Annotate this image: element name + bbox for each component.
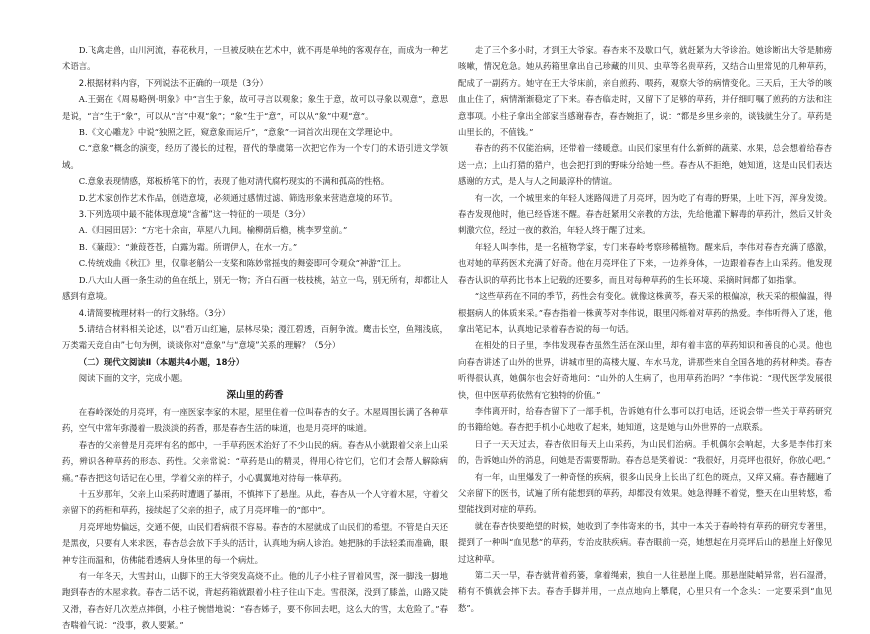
story-paragraph: 有一次，一个城里来的年轻人迷路闯进了月亮坪，因为吃了有毒的野果，上吐下泻，浑身发烫。春杏发现他时，他已经昏迷不醒。春杏赶紧用父亲教的方法，先给他灌下解毒的草药汁，然后又针灸刺激穴位，经过一夜的救治，年轻人终于醒了过来。 (458, 192, 832, 236)
story-paragraph: 日子一天天过去，春杏依旧每天上山采药，为山民们治病。手机偶尔会响起，大多是李伟打来的，告诉她山外的消息，问她是否需要帮助。春杏总是笑着说：“我很好，月亮坪也很好，你放心吧。” (458, 438, 832, 466)
story-paragraph: 李伟离开时，给春杏留下了一部手机，告诉她有什么事可以打电话，还说会带一些关于草药研究的书籍给她。春杏把手机小心地收了起来，她知道，这是她与山外世界的一点联系。 (458, 405, 832, 433)
section-heading: （二）现代文阅读Ⅱ（本题共4小题，18分） (78, 356, 245, 367)
story-paragraph: 春杏的药不仅能治病，还带着一缕暖意。山民们家里有什么新鲜的蔬菜、水果，总会想着给春杏送一点；上山打猎的猎户，也会把打到的野味分给她一些。春杏从不拒绝，她知道，这是山民们表达感谢的方式，是人与人之间最淳朴的情谊。 (458, 143, 832, 187)
question-2: 2.根据材料内容，下列说法不正确的一项是（3分） (78, 77, 268, 88)
q3-option-a: A.《归园田居》：“方宅十余亩，草屋八九间。榆柳荫后檐，桃李罗堂前。” (78, 225, 348, 236)
q3-option-c: C.传统戏曲《秋江》里，仅靠老艄公一支桨和陈妙常摇曳的舞姿即可令观众“神游”江上。 (78, 258, 407, 269)
question-5: 5.请结合材料相关论述，以“看万山红遍，层林尽染；漫江碧透，百舸争流。鹰击长空，鱼翔浅底，万类霜天竞自由”七句为例，谈谈你对“意象”与“意境”关系的理解？（5分） (62, 323, 448, 351)
story-paragraph: 十五岁那年，父亲上山采药时遭遇了暴雨，不慎摔下了悬崖。从此，春杏从一个人守着木屋，守着父亲留下的药柜和草药，接续起了父亲的担子，成了月亮坪唯一的“郎中”。 (62, 488, 448, 516)
left-column (62, 42, 448, 634)
right-column (458, 42, 832, 616)
story-paragraph: 有一年，山里爆发了一种奇怪的疾病，很多山民身上长出了红色的斑点，又痒又痛。春杏翻遍了父亲留下的医书，试遍了所有能想到的草药，却都没有效果。她急得睡不着觉，整天在山里转悠，希望能找到对症的草药。 (458, 471, 832, 515)
story-paragraph: 就在春杏快要绝望的时候，她收到了李伟寄来的书，其中一本关于春岭特有草药的研究专著里，提到了一种叫“血见愁”的草药，专治皮肤疾病。春杏眼前一亮，她想起在月亮坪后山的悬崖上好像见过这种草。 (458, 520, 832, 564)
option-d-line: D.飞禽走兽，山川河流，春花秋月，一旦被反映在艺术中，就不再是单纯的客观存在，而成为一种艺术语言。 (62, 45, 448, 72)
story-paragraph: 第二天一早，春杏就背着药篓，拿着绳索，独自一人往悬崖上爬。那悬崖陡峭异常，岩石湿滑，稍有不慎就会摔下去。春杏手脚并用，一点点地向上攀爬，心里只有一个念头：一定要采到“血见愁”。 (458, 570, 832, 613)
q2-option-c: C.“意象”概念的演变，经历了漫长的过程，晋代的挚虞第一次把它作为一个专门的术语引进文学领域。 (62, 143, 448, 170)
question-4: 4.请简要梳理材料一的行文脉络。（3分） (78, 307, 231, 318)
q2-option-a: A.王弼在《周易略例·明象》中“言生于象，故可寻言以观象；象生于意，故可以寻象以观意”，意思是说，“言”生于“象”，可以从“言”中观“象”；“象”生于“意”，可以从“象”中观“意”。 (62, 94, 448, 121)
story-paragraph: 春杏的父亲曾是月亮坪有名的郎中，一手草药医术治好了不少山民的病。春杏从小就跟着父亲上山采药，辨识各种草药的形态、药性。父亲常说：“草药是山的精灵，得用心待它们，它们才会帮人解除病痛。”春杏把这句话记在心里，学着父亲的样子，小心翼翼地对待每一株草药。 (62, 439, 448, 483)
q2-option-c2: C.意象表现情感，郑板桥笔下的竹，表现了他对清代腐朽现实的不满和孤高的性格。 (78, 176, 390, 187)
story-title: 深山里的药香 (226, 389, 284, 401)
story-paragraph: 年轻人叫李伟，是一名植物学家，专门来春岭考察珍稀植物。醒来后，李伟对春杏充满了感激，也对她的草药医术充满了好奇。他在月亮坪住了下来，一边养身体，一边跟着春杏上山采药。他发现春杏认识的草药比书本上记载的还要多，而且对每种草药的生长环境、采摘时间都了如指掌。 (458, 241, 832, 285)
story-paragraph: 在相处的日子里，李伟发现春杏虽然生活在深山里，却有着丰富的草药知识和善良的心灵。他也向春杏讲述了山外的世界，讲城市里的高楼大厦、车水马龙，讲那些来自全国各地的药材种类。春杏听得很认真，她偶尔也会好奇地问：“山外的人生病了，也用草药治吗？”李伟说：“现代医学发展很快，但中医草药依然有它独特的价值。” (458, 340, 832, 400)
q2-option-b: B.《文心雕龙》中说“独照之匠，窥意象而运斤”，“意象”一词首次出现在文学理论中。 (78, 127, 398, 138)
story-paragraph: 月亮坪地势偏远，交通不便，山民们看病很不容易。春杏的木屋就成了山民们的希望。不管是白天还是黑夜，只要有人来求医，春杏总会放下手头的活计，认真地为病人诊治。她把脉的手法轻柔而准确，眼神专注而温和，仿佛能看透病人身体里的每一个病灶。 (62, 521, 448, 565)
story-paragraph: 在春岭深处的月亮坪，有一座医家李家的木屋，屋里住着一位叫春杏的女子。木屋周围长满了各种草药，空气中常年弥漫着一股淡淡的药香，那是春杏生活的味道，也是月亮坪的味道。 (62, 406, 448, 434)
story-paragraph: 走了三个多小时，才到王大爷家。春杏来不及歇口气，就赶紧为大爷诊治。她诊断出大爷是肺痨咳嗽，情况危急。她从药箱里拿出自己珍藏的川贝、虫草等名贵草药，又结合山里常见的几种草药，配成了一副药方。她守在王大爷床前，亲自煎药、喂药，观察大爷的病情变化。三天后，王大爷的咳血止住了，病情渐渐稳定了下来。春杏临走时，又留下了足够的草药，并仔细叮嘱了煎药的方法和注意事项。小柱子拿出全部家当感谢春杏，春杏婉拒了，说：“都是乡里乡亲的，谈钱就生分了。草药是山里长的，不值钱。” (458, 45, 832, 138)
q3-option-d: D.八大山人画一条生动的鱼在纸上，别无一物；齐白石画一枝枝桃，站立一鸟，别无所有，却都让人感到有意境。 (62, 274, 448, 302)
q3-option-b: B.《蒹葭》：“兼葭苍苍，白露为霜。所谓伊人，在水一方。” (78, 241, 298, 252)
question-3: 3.下列选项中最不能体现意境“含蓄”这一特征的一项是（3分） (78, 209, 311, 220)
story-paragraph: 有一年冬天，大雪封山，山脚下的王大爷突发高烧不止。他的儿子小柱子冒着风雪，深一脚浅一脚地跑到春杏的木屋求救。春杏二话不说，背起药箱就跟着小柱子往山下走。雪很深，没到了膝盖，山路又陡又滑，春杏好几次差点摔倒，小柱子惋惜地说：“春杏姊子，要不你回去吧，这么大的雪，太危险了。”春杏喘着气说：“没事，救人要紧。” (62, 571, 448, 631)
reading-instruction: 阅读下面的文字，完成小题。 (78, 373, 188, 384)
story-paragraph: “这些草药在不同的季节，药性会有变化。就像这株黄芩，春天采的根偏凉，秋天采的根偏温，得根据病人的体质来采。”春杏指着一株黄芩对李伟说，眼里闪烁着对草药的热爱。李伟听得入了迷，他拿出笔记本，认真地记录着春杏说的每一句话。 (458, 291, 832, 334)
q2-option-d: D.艺术家创作艺术作品，创造意境，必须通过感情过滤、筛选形象来营造意境的环节。 (78, 192, 398, 203)
